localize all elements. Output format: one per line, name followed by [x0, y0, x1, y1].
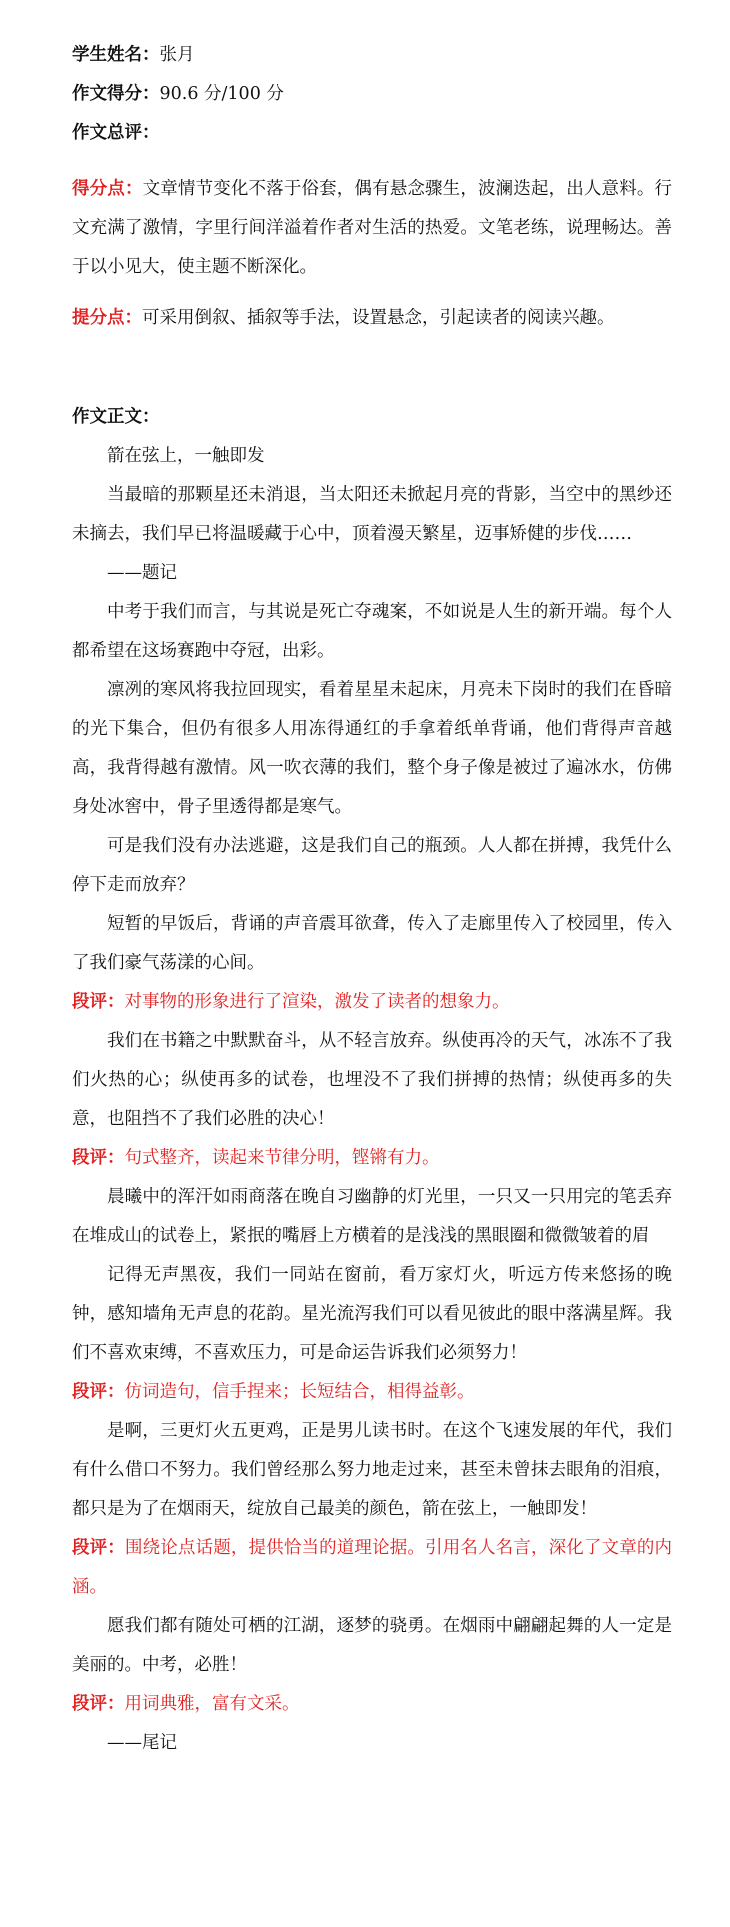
improve-text: 可采用倒叙、插叙等手法，设置悬念，引起读者的阅读兴趣。 [142, 308, 615, 328]
paragraph-comment-2 [72, 1139, 672, 1178]
student-name-label: 学生姓名： [72, 45, 160, 65]
improve-paragraph [72, 299, 672, 338]
comment-1-label: 段评： [72, 992, 125, 1012]
score-line [72, 75, 672, 114]
essay-paragraph-6: 我们在书籍之中默默奋斗，从不轻言放弃。纵使再冷的天气，冰冻不了我们火热的心；纵使再多的试卷，也埋没不了我们拼搏的热情；纵使再多的失意，也阻挡不了我们必胜的决心！ [72, 1031, 672, 1129]
essay-paragraph-1: 当最暗的那颗星还未消退，当太阳还未掀起月亮的背影，当空中的黑纱还未摘去，我们早已将温暖藏于心中，顶着漫天繁星，迈事矫健的步伐…… [72, 485, 672, 544]
comment-2-text: 句式整齐，读起来节律分明，铿锵有力。 [124, 1148, 440, 1168]
comment-5-text: 用词典雅，富有文采。 [124, 1694, 300, 1714]
comment-2-label: 段评： [72, 1148, 125, 1168]
essay-paragraph-10: 愿我们都有随处可栖的江湖，逐梦的骁勇。在烟雨中翩翩起舞的人一定是美丽的。中考，必胜！ [72, 1616, 672, 1675]
essay-paragraph-5: 短暂的早饭后，背诵的声音震耳欲聋，传入了走廊里传入了校园里，传入了我们豪气荡漾的心间。 [72, 914, 672, 973]
essay-title: 箭在弦上，一触即发 [107, 446, 265, 466]
improve-label: 提分点： [72, 308, 142, 328]
paragraph-comment-5 [72, 1685, 672, 1724]
comment-3-text: 仿词造句，信手捏来；长短结合，相得益彰。 [124, 1382, 475, 1402]
essay-paragraph-4: 可是我们没有办法逃避，这是我们自己的瓶颈。人人都在拼搏，我凭什么停下走而放弃？ [72, 836, 672, 895]
essay-paragraph-7: 晨曦中的浑汗如雨商落在晚自习幽静的灯光里，一只又一只用完的笔丢弃在堆成山的试卷上，紧抿的嘴唇上方横着的是浅浅的黑眼圈和微微皱着的眉 [72, 1187, 672, 1246]
pros-label: 得分点： [72, 179, 143, 199]
paragraph-comment-3 [72, 1373, 672, 1412]
comment-3-label: 段评： [72, 1382, 125, 1402]
pros-text: 文章情节变化不落于俗套，偶有悬念骤生，波澜迭起，出人意料。行文充满了激情，字里行间洋溢着作者对生活的热爱。文笔老练，说理畅达。善于以小见大，使主题不断深化。 [72, 179, 673, 277]
pros-paragraph [72, 170, 672, 287]
overall-review-heading: 作文总评： [72, 123, 160, 143]
essay-paragraph-8: 记得无声黑夜，我们一同站在窗前，看万家灯火，听远方传来悠扬的晚钟，感知墙角无声息的花韵。星光流泻我们可以看见彼此的眼中落满星辉。我们不喜欢束缚，不喜欢压力，可是命运告诉我们必须努力！ [72, 1265, 672, 1363]
foreword-signature: ——题记 [107, 563, 177, 583]
paragraph-comment-1 [72, 983, 672, 1022]
essay-paragraph-3: 凛冽的寒风将我拉回现实，看着星星未起床，月亮未下岗时的我们在昏暗的光下集合，但仍有很多人用冻得通红的手拿着纸单背诵，他们背得声音越高，我背得越有激情。风一吹衣薄的我们，整个身子像是被过了遍冰水，仿佛身处冰窖中，骨子里透得都是寒气。 [72, 680, 672, 817]
essay-paragraph-2: 中考于我们而言，与其说是死亡夺魂案，不如说是人生的新开端。每个人都希望在这场赛跑中夺冠，出彩。 [72, 602, 672, 661]
score-label: 作文得分： [72, 84, 160, 104]
student-name-value: 张月 [159, 45, 195, 65]
paragraph-comment-4 [72, 1529, 672, 1607]
afterword-signature: ——尾记 [107, 1733, 177, 1753]
comment-5-label: 段评： [72, 1694, 125, 1714]
comment-4-label: 段评： [72, 1538, 125, 1558]
score-value: 90.6 分/100 分 [159, 84, 284, 104]
comment-1-text: 对事物的形象进行了渲染，激发了读者的想象力。 [124, 992, 510, 1012]
student-name-line [72, 36, 672, 75]
essay-section-heading: 作文正文： [72, 407, 160, 427]
essay-paragraph-9: 是啊，三更灯火五更鸡，正是男儿读书时。在这个飞速发展的年代，我们有什么借口不努力。我们曾经那么努力地走过来，甚至未曾抹去眼角的泪痕，都只是为了在烟雨天，绽放自己最美的颜色，箭在弦上，一触即发！ [72, 1421, 672, 1519]
comment-4-text: 围绕论点话题，提供恰当的道理论据。引用名人名言，深化了文章的内涵。 [72, 1538, 673, 1597]
